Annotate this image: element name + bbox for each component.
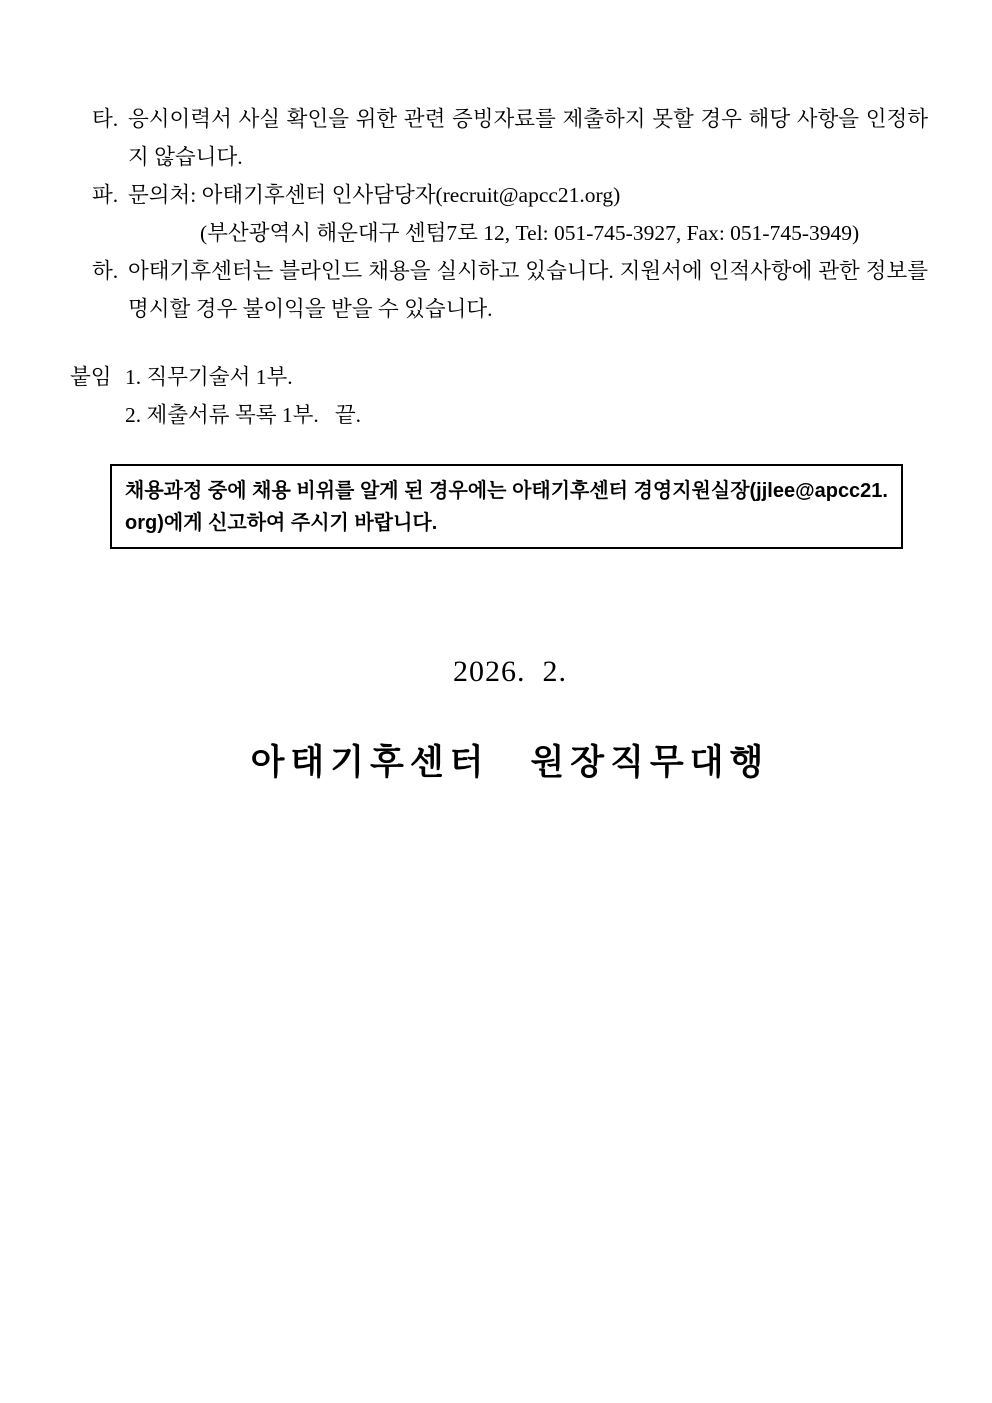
paragraph-marker: 타. [92, 107, 119, 131]
paragraph-text: 아태기후센터는 블라인드 채용을 실시하고 있습니다. 지원서에 인적사항에 관한 정보를 명시할 경우 불이익을 받을 수 있습니다. [128, 259, 928, 321]
body-paragraph [92, 176, 928, 252]
paragraph-marker: 파. [92, 183, 119, 207]
signature-line: 아태기후센터 원장직무대행 [250, 743, 770, 782]
paragraph-text-wrap [128, 252, 928, 328]
attachments-label: 붙임 [70, 365, 112, 389]
paragraph-text: 문의처: 아태기후센터 인사담당자(recruit@apcc21.org) [128, 183, 621, 207]
attachments-items [125, 358, 928, 434]
paragraph-sub-line: (부산광역시 해운대구 센텀7로 12, Tel: 051-745-3927, Fax: 051-745-3949) [200, 221, 860, 245]
paragraph-text: 응시이력서 사실 확인을 위한 관련 증빙자료를 제출하지 못할 경우 해당 사항을 인정하지 않습니다. [128, 107, 928, 169]
paragraph-marker: 하. [92, 259, 119, 283]
notice-box [110, 464, 903, 549]
paragraph-text-wrap [128, 176, 928, 252]
paragraph-text-wrap [128, 100, 928, 176]
body-paragraph [92, 100, 928, 176]
body-paragraph [92, 252, 928, 328]
date-line: 2026. 2. [453, 655, 567, 688]
body-paragraph-list [92, 100, 928, 328]
attachments-block [70, 358, 928, 434]
notice-box-text: 채용과정 중에 채용 비위를 알게 된 경우에는 아태기후센터 경영지원실장(jjlee@apcc21.org)에게 신고하여 주시기 바랍니다. [125, 480, 888, 534]
attachment-item: 2. 제출서류 목록 1부. 끝. [125, 403, 362, 427]
attachment-item: 1. 직무기술서 1부. [125, 365, 293, 389]
